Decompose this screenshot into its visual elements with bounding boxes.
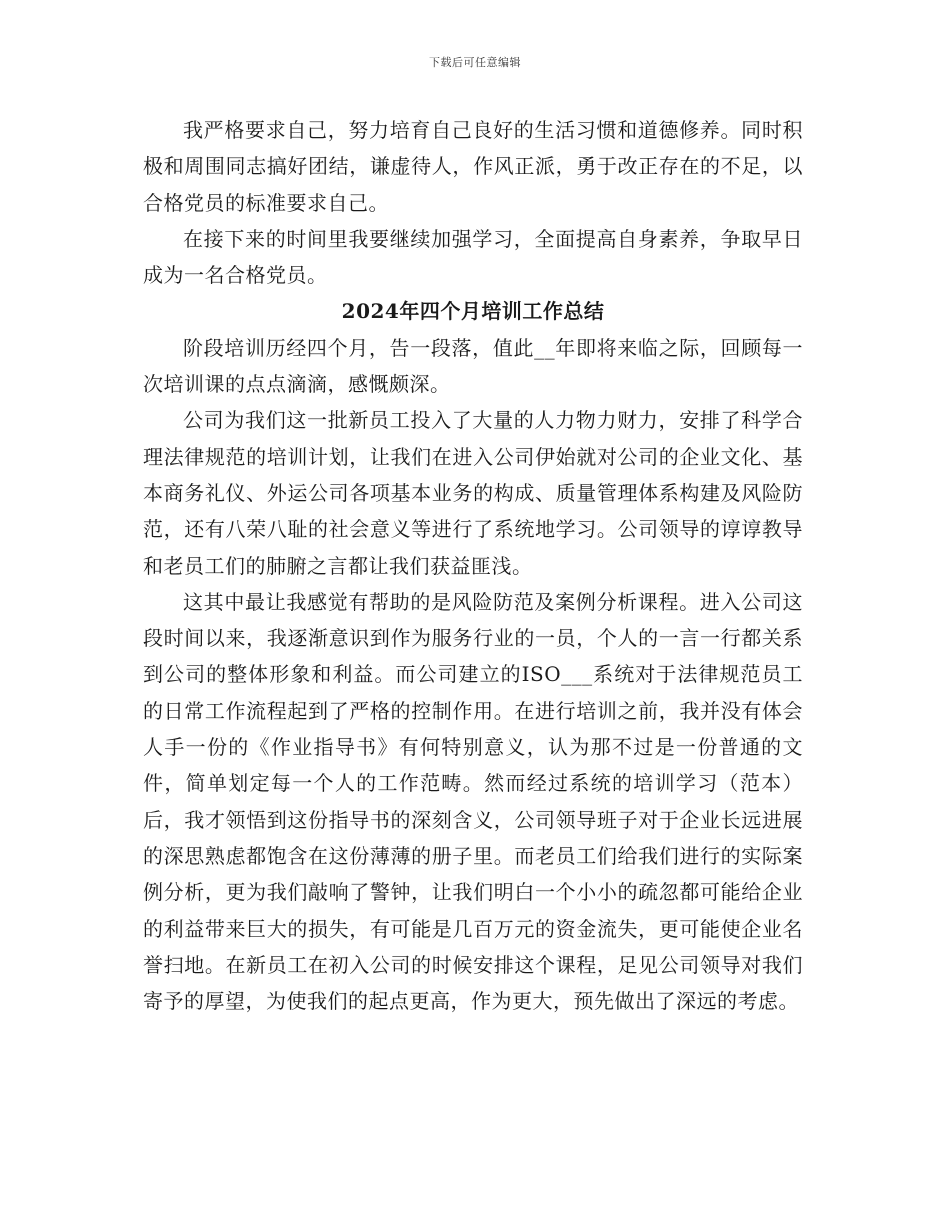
body-paragraph: 我严格要求自己，努力培育自己良好的生活习惯和道德修养。同时积极和周围同志搞好团结，谦虚待人，作风正派，勇于改正存在的不足，以合格党员的标准要求自己。 (143, 118, 803, 215)
section-title: 2024年四个月培训工作总结 (341, 299, 605, 324)
body-paragraph: 这其中最让我感觉有帮助的是风险防范及案例分析课程。进入公司这段时间以来，我逐渐意识到作为服务行业的一员，个人的一言一行都关系到公司的整体形象和利益。而公司建立的ISO___系统对于法律规范员工的日常工作流程起到了严格的控制作用。在进行培训之前，我并没有体会人手一份的《作业指导书》有何特别意义，认为那不过是一份普通的文件，简单划定每一个人的工作范畴。然而经过系统的培训学习（范本）后，我才领悟到这份指导书的深刻含义，公司领导班子对于企业长远进展的深思熟虑都饱含在这份薄薄的册子里。而老员工们给我们进行的实际案例分析，更为我们敲响了警钟，让我们明白一个小小的疏忽都可能给企业的利益带来巨大的损失，有可能是几百万元的资金流失，更可能使企业名誉扫地。在新员工在初入公司的时候安排这个课程，足见公司领导对我们寄予的厚望，为使我们的起点更高，作为更大，预先做出了深远的考虑。 (143, 589, 803, 1014)
document-body (143, 112, 803, 1019)
body-paragraph: 公司为我们这一批新员工投入了大量的人力物力财力，安排了科学合理法律规范的培训计划，让我们在进入公司伊始就对公司的企业文化、基本商务礼仪、外运公司各项基本业务的构成、质量管理体系构建及风险防范，还有八荣八耻的社会意义等进行了系统地学习。公司领导的谆谆教导和老员工们的肺腑之言都让我们获益匪浅。 (143, 408, 803, 578)
page-header: 下载后可任意编辑 (429, 56, 521, 69)
body-paragraph: 阶段培训历经四个月，告一段落，值此__年即将来临之际，回顾每一次培训课的点点滴滴，感慨颇深。 (143, 335, 803, 397)
body-paragraph: 在接下来的时间里我要继续加强学习，全面提高自身素养，争取早日成为一名合格党员。 (143, 226, 803, 288)
